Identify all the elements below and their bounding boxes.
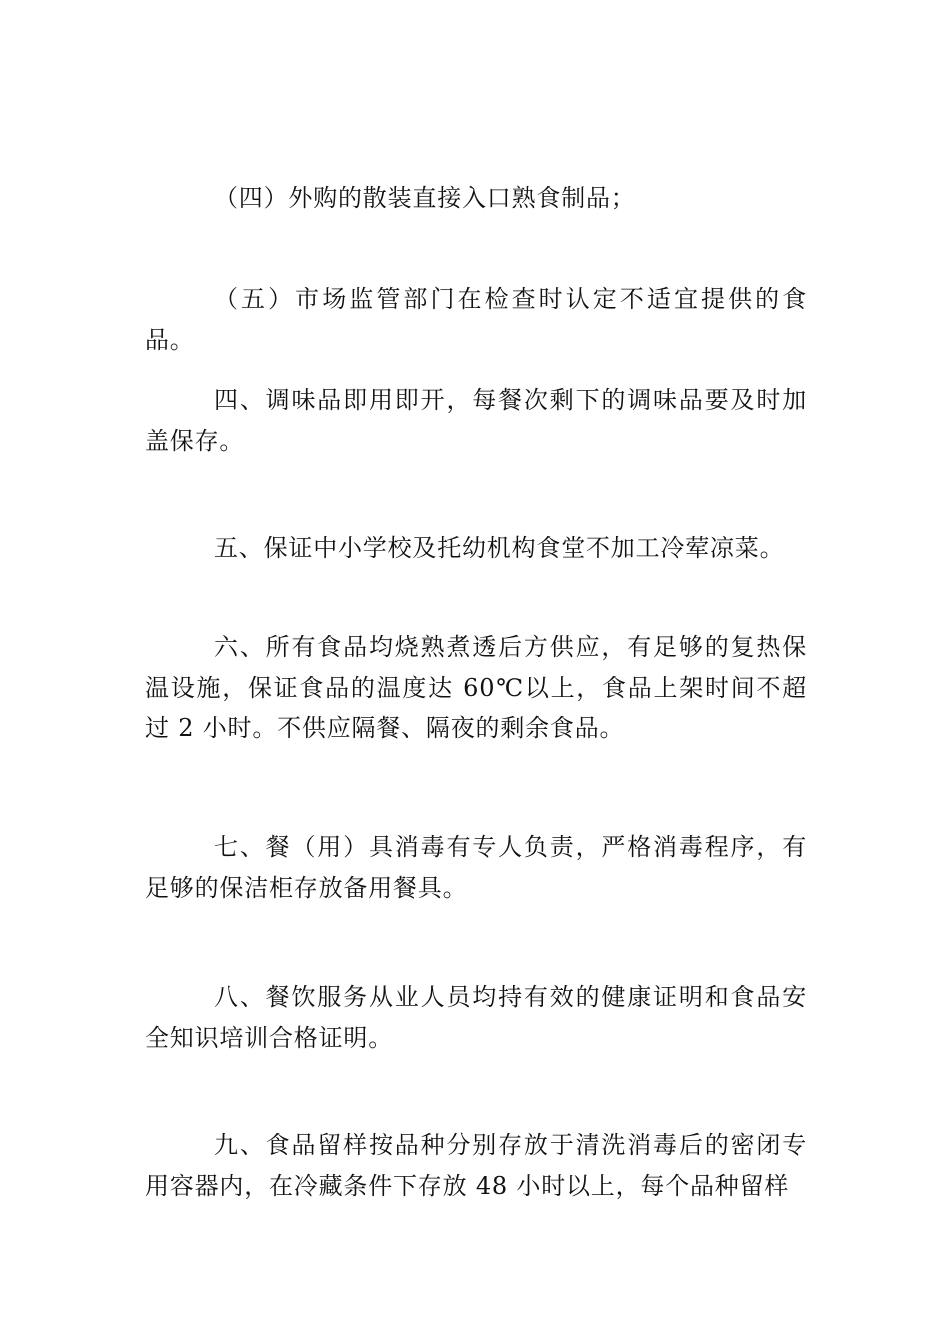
paragraph-item-4: （四）外购的散装直接入口熟食制品； [214,184,636,212]
paragraph-section-6: 六、所有食品均烧熟煮透后方供应，有足够的复热保温设施，保证食品的温度达 60℃以上，食品上架时间不超过 2 小时。不供应隔餐、隔夜的剩余食品。 [145,633,807,742]
paragraph-section-8: 八、餐饮服务从业人员均持有效的健康证明和食品安全知识培训合格证明。 [145,983,807,1052]
paragraph-section-5: 五、保证中小学校及托幼机构食堂不加工冷荤凉菜。 [214,534,785,562]
paragraph-section-4: 四、调味品即用即开，每餐次剩下的调味品要及时加盖保存。 [145,386,807,455]
paragraph-section-9: 九、食品留样按品种分别存放于清洗消毒后的密闭专用容器内，在冷藏条件下存放 48 小时以上，每个品种留样 [145,1131,807,1200]
paragraph-section-7: 七、餐（用）具消毒有专人负责，严格消毒程序，有足够的保洁柜存放备用餐具。 [145,833,807,902]
paragraph-item-5: （五）市场监管部门在检查时认定不适宜提供的食品。 [145,285,807,354]
